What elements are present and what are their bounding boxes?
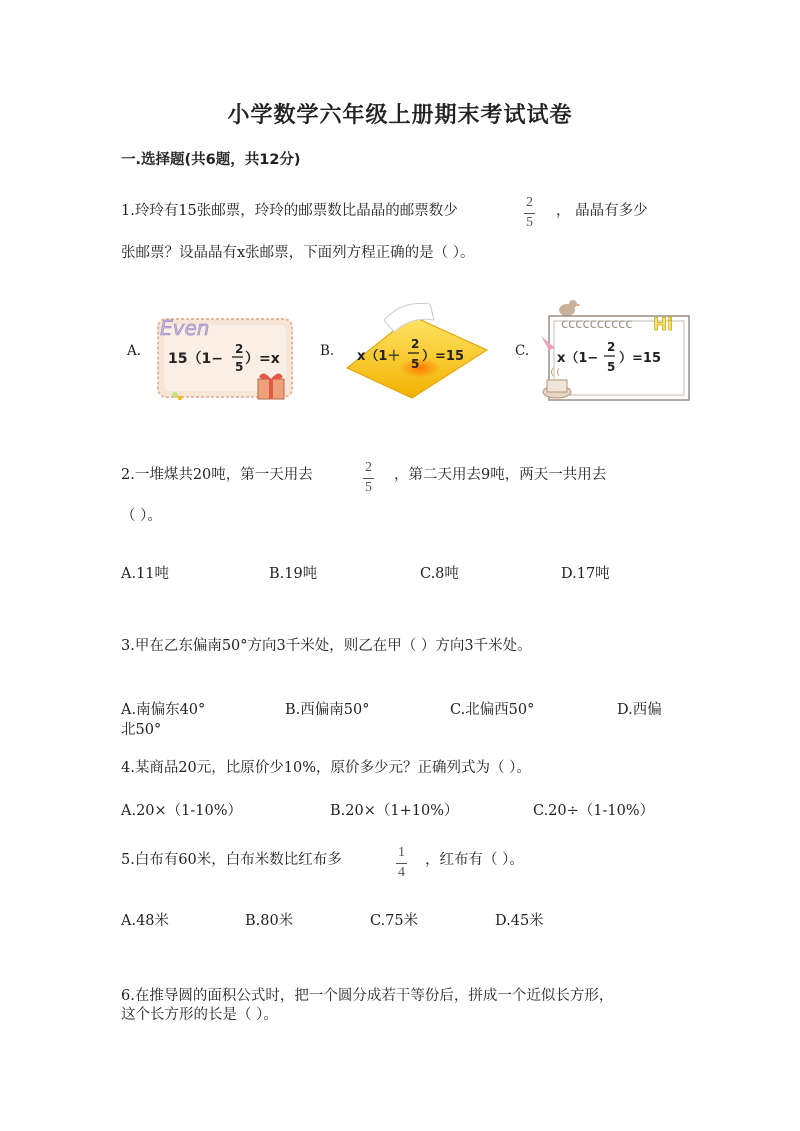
q1-option-c-left: x（1−: [557, 351, 599, 366]
q2-option-a[interactable]: A.11吨: [121, 566, 170, 582]
q4-option-b[interactable]: B.20×（1+10%）: [330, 803, 459, 819]
q1-line1-a: 1.玲玲有15张邮票，玲玲的邮票数比晶晶的邮票数少: [121, 203, 458, 219]
q3-line1: 3.甲在乙东偏南50°方向3千米处，则乙在甲（ ）方向3千米处。: [121, 638, 532, 654]
q4-line1: 4.某商品20元，比原价少10%，原价多少元？正确列式为（ ）。: [121, 760, 531, 776]
q1-option-b-label[interactable]: B.: [320, 343, 335, 359]
q5-fraction: [396, 845, 407, 881]
q1-option-c-card[interactable]: [535, 292, 695, 407]
q2-line1-a: 2.一堆煤共20吨，第一天用去: [121, 467, 313, 483]
q5-line1-a: 5.白布有60米，白布米数比红布多: [121, 852, 342, 868]
q1-frac-num: 2: [526, 195, 533, 210]
q2-option-b[interactable]: B.19吨: [269, 566, 318, 582]
q5-frac-num: 1: [398, 845, 405, 860]
q2-line1-b: ，第二天用去9吨，两天一共用去: [394, 467, 607, 483]
q1-option-a-deco: Even: [160, 316, 210, 340]
q5-frac-den: 4: [398, 865, 405, 880]
q2-option-d[interactable]: D.17吨: [561, 566, 610, 582]
section-heading: 一.选择题(共6题，共12分): [121, 152, 301, 168]
q1-option-a-den: 5: [235, 360, 244, 374]
q1-option-a-label[interactable]: A.: [127, 343, 142, 359]
q1-option-c-right: ）=15: [619, 351, 661, 366]
q2-frac-num: 2: [365, 460, 372, 475]
q6-line1: 6.在推导圆的面积公式时，把一个圆分成若干等份后，拼成一个近似长方形，: [121, 988, 614, 1004]
q1-option-a-card[interactable]: [150, 305, 300, 405]
q2-fraction: [363, 460, 374, 496]
q5-option-c[interactable]: C.75米: [370, 913, 419, 929]
q1-option-b-left: x（1＋: [357, 349, 401, 364]
q5-option-d[interactable]: D.45米: [495, 913, 544, 929]
q1-option-c-label[interactable]: C.: [515, 343, 530, 359]
q1-option-c-num: 2: [607, 340, 616, 354]
q3-option-d-wrap[interactable]: 北50°: [121, 722, 162, 738]
q3-option-a[interactable]: A.南偏东40°: [121, 702, 206, 718]
q1-option-a-num: 2: [235, 342, 244, 356]
page-title: 小学数学六年级上册期末考试试卷: [227, 103, 573, 128]
q1-fraction: [524, 195, 535, 231]
q3-option-d[interactable]: D.西偏: [617, 702, 662, 718]
q4-option-c[interactable]: C.20÷（1-10%）: [533, 803, 655, 819]
q1-option-b-den: 5: [411, 357, 420, 371]
q2-option-c[interactable]: C.8吨: [420, 566, 459, 582]
q1-frac-den: 5: [526, 215, 533, 230]
q5-option-a[interactable]: A.48米: [121, 913, 170, 929]
q1-option-b-right: ）=15: [422, 349, 464, 364]
q5-option-b[interactable]: B.80米: [245, 913, 294, 929]
q6-line2: 这个长方形的长是（ ）。: [121, 1007, 278, 1023]
q1-option-b-card[interactable]: [342, 298, 492, 402]
q1-option-a-left: 15（1−: [168, 351, 223, 367]
q2-frac-den: 5: [365, 480, 372, 495]
q1-option-a-right: ）=x: [245, 351, 280, 367]
q1-option-c-den: 5: [607, 360, 616, 374]
q4-option-a[interactable]: A.20×（1-10%）: [121, 803, 243, 819]
c-chain-deco: cccccccccc: [561, 317, 633, 332]
bird-icon: [559, 300, 581, 316]
q2-line2: （ ）。: [121, 508, 162, 524]
q3-option-b[interactable]: B.西偏南50°: [285, 702, 370, 718]
q5-line1-b: ，红布有（ ）。: [425, 852, 524, 868]
q3-option-c[interactable]: C.北偏西50°: [450, 702, 535, 718]
q1-option-b-num: 2: [411, 337, 420, 351]
q1-line1-b: ， 晶晶有多少: [556, 203, 648, 219]
q1-option-c-deco: Hi: [653, 315, 674, 335]
q1-line2: 张邮票？设晶晶有x张邮票，下面列方程正确的是（ ）。: [121, 245, 475, 261]
